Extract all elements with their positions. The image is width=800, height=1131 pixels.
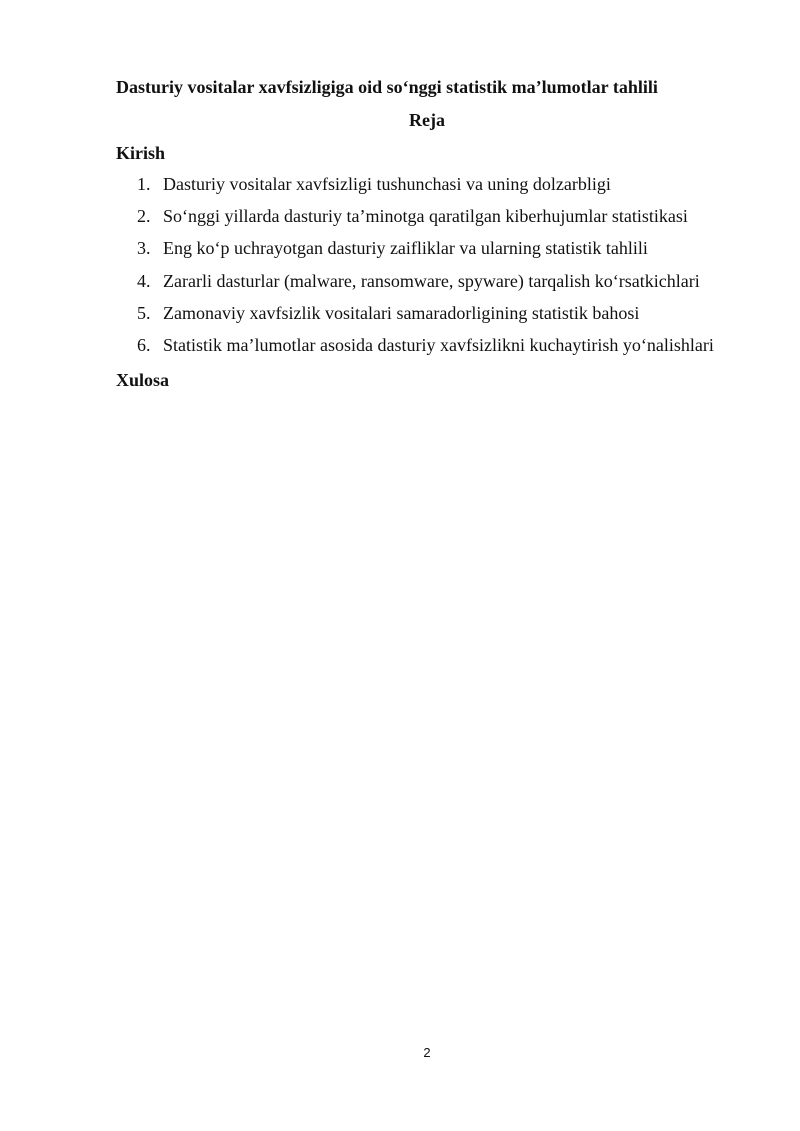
plan-item-number: 3. [137,238,151,259]
plan-item-text: Zamonaviy xavfsizlik vositalari samaradorligining statistik bahosi [163,302,640,323]
plan-item [137,204,714,236]
plan-item [137,301,714,333]
plan-item-text: So‘nggi yillarda dasturiy ta’minotga qaratilgan kiberhujumlar statistikasi [163,206,688,227]
plan-item [137,333,714,365]
plan-item-text: Dasturiy vositalar xavfsizligi tushunchasi va uning dolzarbligi [163,174,611,194]
plan-item-number: 4. [137,270,151,291]
plan-item [137,236,714,268]
plan-item [137,172,714,204]
document-title: Dasturiy vositalar xavfsizligiga oid so‘nggi statistik ma’lumotlar tahlili [116,77,658,97]
plan-item [137,269,714,301]
plan-heading: Reja [409,110,445,130]
conclusion-heading: Xulosa [116,370,170,390]
plan-item-text: Zararli dasturlar (malware, ransomware, spyware) tarqalish ko‘rsatkichlari [163,270,700,291]
plan-item-text: Statistik ma’lumotlar asosida dasturiy xavfsizlikni kuchaytirish yo‘nalishlari [163,334,714,355]
plan-item-number: 6. [137,334,151,355]
plan-item-number: 5. [137,302,151,323]
plan-item-text: Eng ko‘p uchrayotgan dasturiy zaifliklar va ularning statistik tahlili [163,238,648,259]
plan-item-number: 1. [137,174,151,194]
plan-list [137,172,714,365]
intro-heading: Kirish [116,143,166,163]
plan-item-number: 2. [137,206,151,227]
page-number: 2 [423,1045,431,1060]
